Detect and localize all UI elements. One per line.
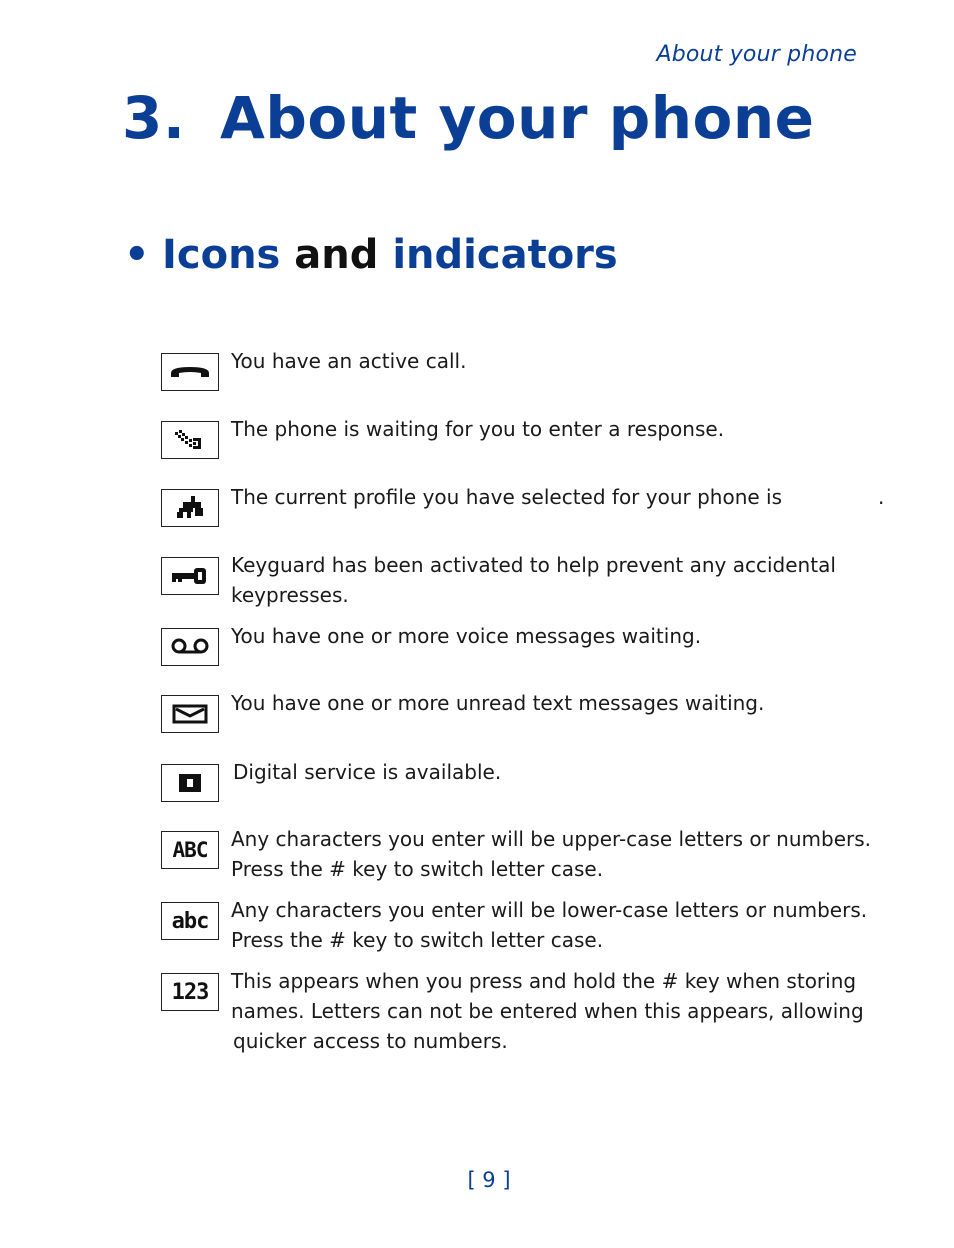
icon-row-description: This appears when you press and hold the # key when storing names. Letters can not be entered when this appears, allowing quicker access to numbers. [231, 969, 864, 1053]
chapter-title [122, 84, 815, 152]
icon-row-description: You have an active call. [231, 349, 467, 373]
icon-row-description: You have one or more voice messages waiting. [231, 624, 702, 648]
profile-icon [161, 489, 219, 527]
digital-service-icon [161, 764, 219, 802]
uppercase-abc-icon: ABC [161, 831, 219, 869]
chapter-title-text: About your phone [220, 84, 815, 152]
page-number: [ 9 ] [467, 1168, 511, 1192]
active-call-icon [161, 353, 219, 391]
section-title-indicators: indicators [392, 232, 618, 278]
voice-message-icon [161, 628, 219, 666]
icon-row-description: Keyguard has been activated to help prevent any accidental keypresses. [231, 553, 836, 607]
text-message-envelope-icon [161, 695, 219, 733]
running-head: About your phone [656, 42, 857, 67]
icon-row-description: The phone is waiting for you to enter a response. [231, 417, 725, 441]
keyguard-key-icon [161, 557, 219, 595]
section-title-and: and [294, 232, 379, 278]
numeric-123-icon: 123 [161, 973, 219, 1011]
section-bullet: • [124, 232, 150, 278]
chapter-number: 3. [122, 84, 186, 152]
section-title-icons: Icons [162, 232, 281, 278]
icon-row-description: You have one or more unread text messages waiting. [231, 691, 765, 715]
icon-row-description: The current profile you have selected for your phone is . [231, 485, 885, 509]
icon-row-description: Any characters you enter will be upper-case letters or numbers. Press the # key to switch letter case. [231, 827, 872, 881]
response-wait-icon [161, 421, 219, 459]
icon-row-description: Any characters you enter will be lower-case letters or numbers. Press the # key to switch letter case. [231, 898, 868, 952]
lowercase-abc-icon: abc [161, 902, 219, 940]
icon-row-description: Digital service is available. [233, 760, 502, 784]
section-title [124, 232, 618, 278]
